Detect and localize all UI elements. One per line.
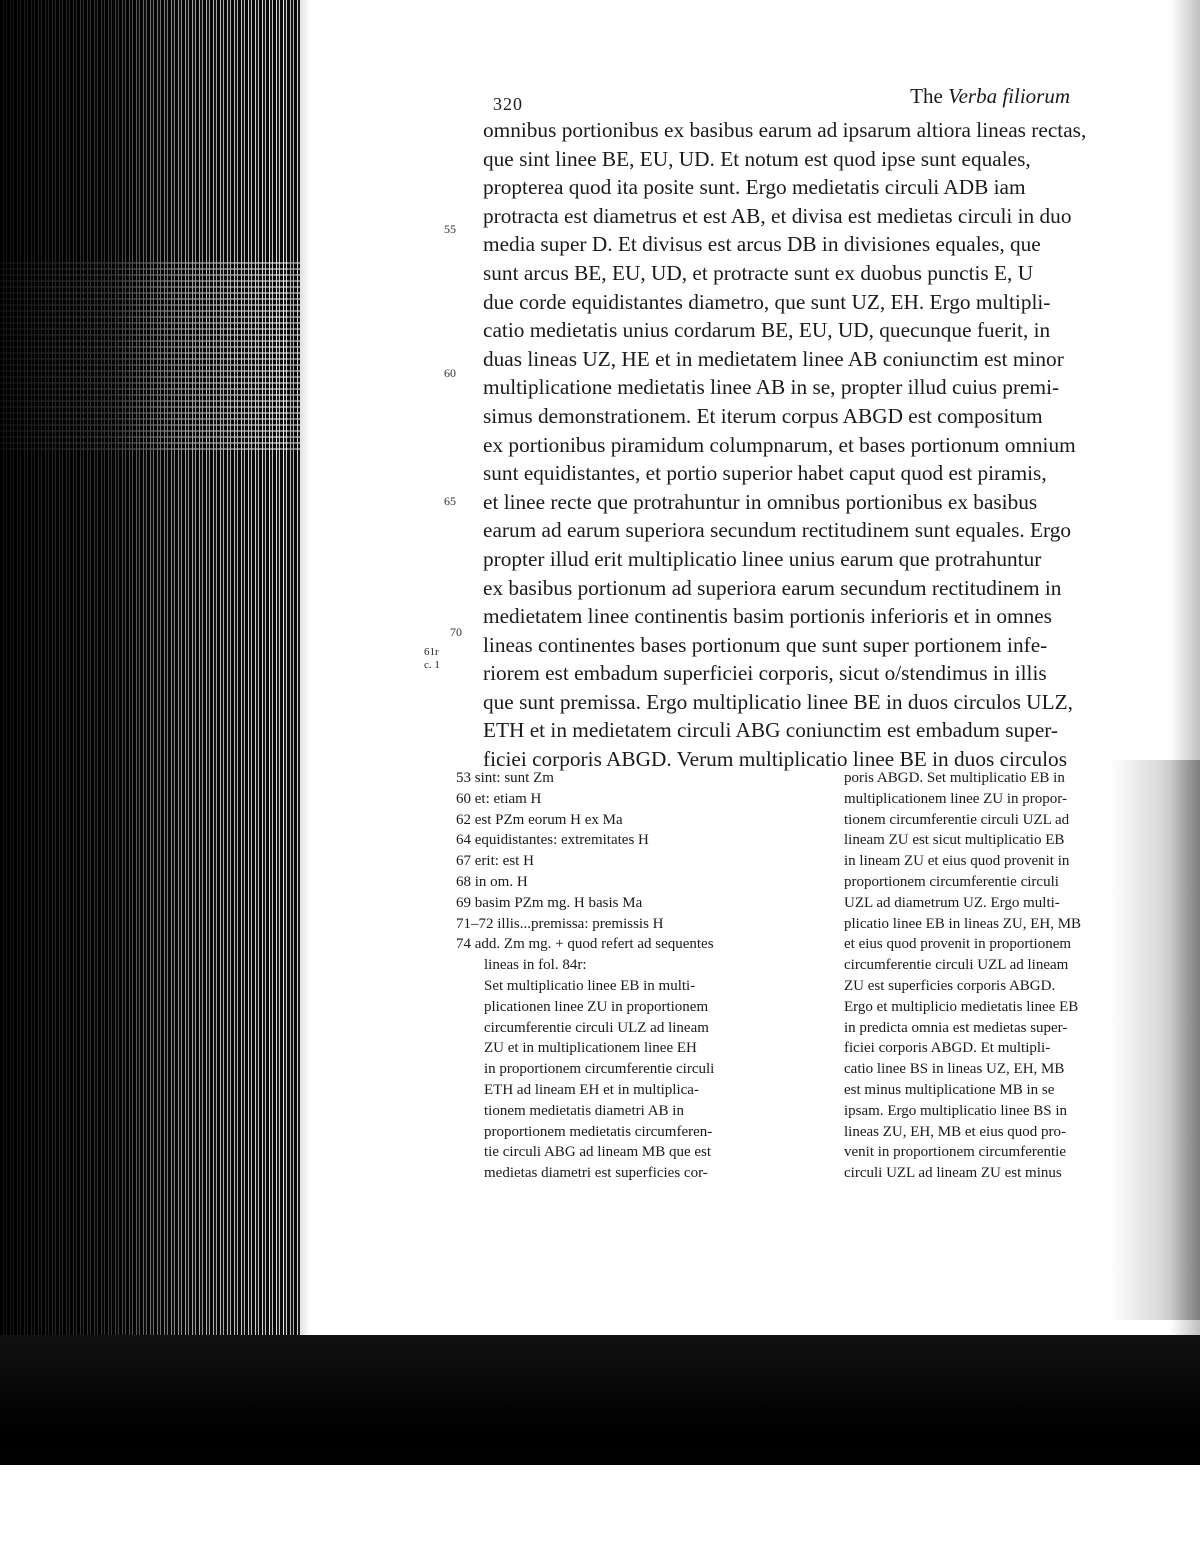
text-line: ETH et in medietatem circuli ABG coniunctim est embadum super-: [483, 718, 1059, 743]
apparatus-line: Ergo et multiplicio medietatis linee EB: [844, 998, 1079, 1015]
apparatus-line: catio linee BS in lineas UZ, EH, MB: [844, 1061, 1065, 1078]
scan-bottom-margin: [0, 1465, 1200, 1552]
apparatus-line: est minus multiplicatione MB in se: [844, 1081, 1055, 1098]
folio-number: 61r: [424, 646, 439, 658]
apparatus-continuation: tionem medietatis diametri AB in: [484, 1102, 684, 1119]
text-line: earum ad earum superiora secundum rectitudinem sunt equales. Ergo: [483, 518, 1072, 543]
text-line: due corde equidistantes diametro, que sunt UZ, EH. Ergo multipli-: [483, 289, 1051, 314]
apparatus-entry: 68 in om. H: [456, 873, 528, 890]
apparatus-line: lineas ZU, EH, MB et eius quod pro-: [844, 1123, 1067, 1140]
apparatus-entry: 60 et: etiam H: [456, 790, 542, 807]
text-line: sunt equidistantes, et portio superior habet caput quod est piramis,: [483, 461, 1047, 486]
text-line: que sint linee BE, EU, UD. Et notum est quod ipse sunt equales,: [483, 146, 1031, 171]
apparatus-continuation: Set multiplicatio linee EB in multi-: [484, 977, 696, 994]
running-head-prefix: The: [910, 84, 943, 108]
running-head-title: Verba filiorum: [948, 84, 1070, 108]
text-line: propter illud erit multiplicatio linee unius earum que protrahuntur: [483, 546, 1042, 571]
apparatus-line: multiplicationem linee ZU in propor-: [844, 790, 1067, 807]
folio-marker: [424, 646, 440, 672]
apparatus-continuation: tie circuli ABG ad lineam MB que est: [484, 1144, 712, 1161]
apparatus-line: proportionem circumferentie circuli: [844, 873, 1059, 890]
text-line: protracta est diametrus et est AB, et divisa est medietas circuli in duo: [483, 203, 1072, 228]
apparatus-line: venit in proportionem circumferentie: [844, 1144, 1067, 1161]
apparatus-continuation: ZU et in multiplicationem linee EH: [484, 1040, 697, 1057]
apparatus-line: plicatio linee EB in lineas ZU, EH, MB: [844, 915, 1082, 932]
text-line: et linee recte que protrahuntur in omnibus portionibus ex basibus: [483, 489, 1038, 514]
running-head: [910, 84, 1070, 109]
apparatus-continuation: medietas diametri est superficies cor-: [484, 1165, 708, 1182]
apparatus-continuation: in proportionem circumferentie circuli: [484, 1061, 715, 1078]
apparatus-line: tionem circumferentie circuli UZL ad: [844, 811, 1070, 828]
apparatus-line: poris ABGD. Set multiplicatio EB in: [844, 770, 1065, 786]
text-line: propterea quod ita posite sunt. Ergo medietatis circuli ADB iam: [483, 175, 1026, 200]
book-edge-shadow: [0, 0, 300, 1340]
text-line: duas lineas UZ, HE et in medietatem linee AB coniunctim est minor: [483, 346, 1064, 371]
text-line: multiplicatione medietatis linee AB in se, propter illud cuius premi-: [483, 375, 1060, 400]
line-number-60: 60: [444, 366, 456, 380]
apparatus-line: circumferentie circuli UZL ad lineam: [844, 957, 1069, 974]
text-line: ficiei corporis ABGD. Verum multiplicatio linee BE in duos circulos: [483, 747, 1067, 772]
apparatus-continuation: proportionem medietatis circumferen-: [484, 1123, 713, 1140]
apparatus-entry: 74 add. Zm mg. + quod refert ad sequentes: [456, 936, 714, 953]
apparatus-line: in predicta omnia est medietas super-: [844, 1019, 1068, 1036]
apparatus-entry: 53 sint: sunt Zm: [456, 770, 554, 786]
line-number-70: 70: [450, 625, 462, 639]
text-line: medietatem linee continentis basim portionis inferioris et in omnes: [483, 604, 1052, 629]
apparatus-continuation: plicationen linee ZU in proportionem: [484, 998, 709, 1015]
apparatus-line: ZU est superficies corporis ABGD.: [844, 977, 1056, 994]
text-line: omnibus portionibus ex basibus earum ad ipsarum altiora lineas rectas,: [483, 118, 1087, 142]
apparatus-entry: 62 est PZm eorum H ex Ma: [456, 811, 623, 828]
apparatus-line: ipsam. Ergo multiplicatio linee BS in: [844, 1102, 1068, 1119]
main-text-block: [483, 116, 1123, 774]
text-line: catio medietatis unius cordarum BE, EU, UD, quecunque fuerit, in: [483, 318, 1051, 343]
line-number-65: 65: [444, 494, 456, 508]
text-line: sunt arcus BE, EU, UD, et protracte sunt ex duobus punctis E, U: [483, 260, 1034, 285]
text-line: ex portionibus piramidum columpnarum, et bases portionum omnium: [483, 432, 1076, 457]
apparatus-entry: 64 equidistantes: extremitates H: [456, 832, 649, 849]
line-number-55: 55: [444, 222, 456, 236]
text-line: simus demonstrationem. Et iterum corpus ABGD est compositum: [483, 403, 1043, 428]
apparatus-line: circuli UZL ad lineam ZU est minus: [844, 1165, 1062, 1182]
text-line: ex basibus portionum ad superiora earum secundum rectitudinem in: [483, 575, 1062, 600]
page-fold-shadow: [288, 0, 310, 1340]
apparatus-continuation: ETH ad lineam EH et in multiplica-: [484, 1081, 699, 1098]
apparatus-line: UZL ad diametrum UZ. Ergo multi-: [844, 894, 1060, 911]
folio-column: c. 1: [424, 659, 440, 671]
apparatus-line: lineam ZU est sicut multiplicatio EB: [844, 832, 1065, 849]
text-line: media super D. Et divisus est arcus DB in divisiones equales, que: [483, 232, 1041, 257]
apparatus-continuation: circumferentie circuli ULZ ad lineam: [484, 1019, 709, 1036]
apparatus-entry: 71–72 illis...premissa: premissis H: [456, 915, 664, 932]
text-line: que sunt premissa. Ergo multiplicatio linee BE in duos circulos ULZ,: [483, 689, 1073, 714]
apparatus-line: ficiei corporis ABGD. Et multipli-: [844, 1040, 1051, 1057]
apparatus-right-column: [844, 768, 1154, 1184]
text-line: riorem est embadum superficiei corporis, sicut o/stendimus in illis: [483, 661, 1047, 686]
apparatus-line: et eius quod provenit in proportionem: [844, 936, 1072, 953]
page-number: 320: [493, 94, 523, 114]
apparatus-continuation: lineas in fol. 84r:: [484, 957, 587, 974]
text-line: lineas continentes bases portionum que sunt super portionem infe-: [483, 632, 1048, 657]
apparatus-entry: 67 erit: est H: [456, 853, 534, 870]
apparatus-entry: 69 basim PZm mg. H basis Ma: [456, 894, 643, 911]
apparatus-line: in lineam ZU et eius quod provenit in: [844, 853, 1070, 870]
apparatus-left-column: [456, 768, 806, 1184]
